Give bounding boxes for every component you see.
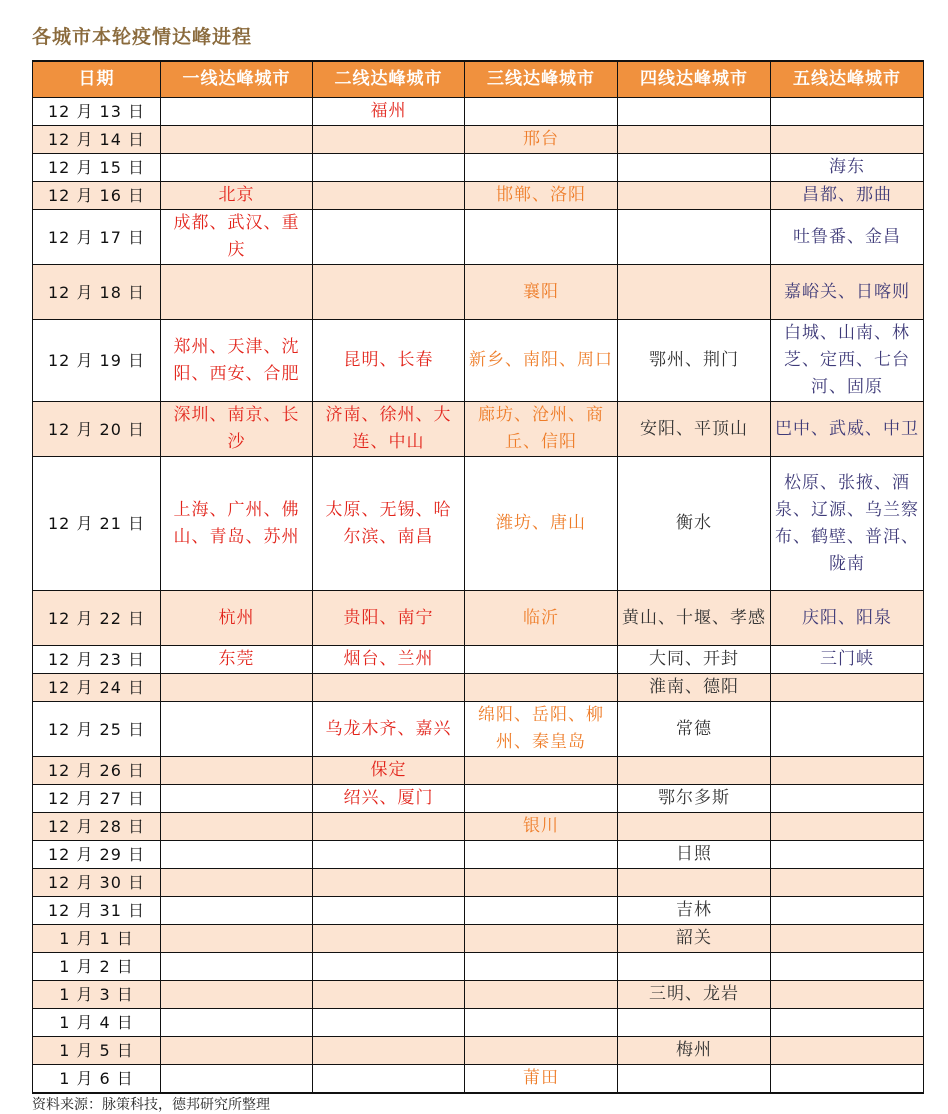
tier3-cell [465,98,618,126]
tier4-cell: 梅州 [618,1037,771,1065]
tier4-cell: 鄂尔多斯 [618,785,771,813]
date-cell: 12 月 20 日 [33,402,161,457]
tier3-cell [465,1037,618,1065]
table-row [33,98,924,126]
date-cell: 12 月 25 日 [33,702,161,757]
tier1-cell: 上海、广州、佛山、青岛、苏州 [161,457,313,591]
tier4-cell: 安阳、平顶山 [618,402,771,457]
tier4-cell [618,98,771,126]
table-row [33,320,924,402]
date-cell: 1 月 4 日 [33,1009,161,1037]
table-row [33,126,924,154]
tier3-cell: 廊坊、沧州、商丘、信阳 [465,402,618,457]
date-cell: 12 月 27 日 [33,785,161,813]
tier4-cell [618,1009,771,1037]
tier2-cell: 保定 [313,757,465,785]
table-row [33,757,924,785]
tier1-cell [161,785,313,813]
tier5-cell [771,869,924,897]
tier4-cell [618,869,771,897]
tier4-cell: 衡水 [618,457,771,591]
tier3-cell [465,925,618,953]
date-cell: 12 月 29 日 [33,841,161,869]
tier3-cell: 新乡、南阳、周口 [465,320,618,402]
date-cell: 12 月 14 日 [33,126,161,154]
date-cell: 12 月 17 日 [33,210,161,265]
date-cell: 12 月 30 日 [33,869,161,897]
tier5-cell [771,674,924,702]
tier2-cell: 贵阳、南宁 [313,591,465,646]
tier4-cell [618,265,771,320]
tier3-cell [465,646,618,674]
header-tier4: 四线达峰城市 [618,61,771,98]
tier4-cell: 常德 [618,702,771,757]
tier3-cell [465,841,618,869]
tier1-cell: 郑州、天津、沈阳、西安、合肥 [161,320,313,402]
tier1-cell [161,98,313,126]
tier3-cell [465,869,618,897]
tier3-cell [465,785,618,813]
tier4-cell: 吉林 [618,897,771,925]
table-row [33,1065,924,1094]
tier5-cell [771,98,924,126]
tier1-cell [161,154,313,182]
tier3-cell: 莆田 [465,1065,618,1094]
tier5-cell: 庆阳、阳泉 [771,591,924,646]
tier2-cell: 济南、徐州、大连、中山 [313,402,465,457]
tier3-cell [465,674,618,702]
tier2-cell [313,925,465,953]
table-row [33,265,924,320]
date-cell: 12 月 13 日 [33,98,161,126]
tier5-cell [771,897,924,925]
tier1-cell [161,897,313,925]
tier4-cell [618,182,771,210]
table-body [33,98,924,1094]
table-title: 各城市本轮疫情达峰进程 [32,26,253,48]
table-row [33,210,924,265]
tier2-cell [313,897,465,925]
tier3-cell: 潍坊、唐山 [465,457,618,591]
date-cell: 12 月 19 日 [33,320,161,402]
tier4-cell: 鄂州、荆门 [618,320,771,402]
tier5-cell [771,1009,924,1037]
tier2-cell [313,1009,465,1037]
tier5-cell: 昌都、那曲 [771,182,924,210]
tier4-cell [618,1065,771,1094]
date-cell: 1 月 1 日 [33,925,161,953]
peak-progress-table [32,60,924,1094]
table-row [33,154,924,182]
tier5-cell: 巴中、武威、中卫 [771,402,924,457]
tier2-cell [313,869,465,897]
tier1-cell [161,265,313,320]
tier5-cell [771,841,924,869]
table-row [33,925,924,953]
tier2-cell [313,981,465,1009]
tier1-cell [161,925,313,953]
tier2-cell [313,265,465,320]
table-row [33,897,924,925]
tier3-cell [465,210,618,265]
table-row [33,402,924,457]
tier4-cell [618,210,771,265]
tier1-cell [161,674,313,702]
tier5-cell: 吐鲁番、金昌 [771,210,924,265]
tier3-cell: 银川 [465,813,618,841]
table-row [33,1037,924,1065]
tier5-cell [771,126,924,154]
tier2-cell [313,210,465,265]
tier5-cell [771,785,924,813]
tier3-cell [465,154,618,182]
table-row [33,841,924,869]
tier5-cell [771,981,924,1009]
tier3-cell [465,953,618,981]
tier4-cell: 三明、龙岩 [618,981,771,1009]
tier2-cell [313,674,465,702]
tier3-cell: 邯郸、洛阳 [465,182,618,210]
date-cell: 12 月 31 日 [33,897,161,925]
date-cell: 12 月 18 日 [33,265,161,320]
tier1-cell [161,702,313,757]
tier4-cell: 淮南、德阳 [618,674,771,702]
tier2-cell [313,953,465,981]
tier3-cell [465,981,618,1009]
table-row [33,457,924,591]
tier2-cell: 烟台、兰州 [313,646,465,674]
header-tier3: 三线达峰城市 [465,61,618,98]
table-row [33,591,924,646]
tier4-cell [618,953,771,981]
tier5-cell: 嘉峪关、日喀则 [771,265,924,320]
header-tier1: 一线达峰城市 [161,61,313,98]
tier1-cell [161,126,313,154]
table-row [33,981,924,1009]
table-row [33,646,924,674]
tier4-cell: 日照 [618,841,771,869]
tier4-cell: 黄山、十堰、孝感 [618,591,771,646]
tier3-cell: 襄阳 [465,265,618,320]
tier1-cell: 东莞 [161,646,313,674]
tier5-cell [771,813,924,841]
tier1-cell [161,1065,313,1094]
tier3-cell [465,897,618,925]
tier5-cell [771,702,924,757]
tier3-cell [465,1009,618,1037]
tier5-cell [771,1065,924,1094]
date-cell: 12 月 15 日 [33,154,161,182]
tier1-cell [161,813,313,841]
tier1-cell: 深圳、南京、长沙 [161,402,313,457]
tier2-cell [313,1065,465,1094]
date-cell: 12 月 21 日 [33,457,161,591]
tier4-cell [618,126,771,154]
tier1-cell: 杭州 [161,591,313,646]
tier1-cell [161,1037,313,1065]
tier3-cell: 临沂 [465,591,618,646]
date-cell: 12 月 16 日 [33,182,161,210]
date-cell: 12 月 22 日 [33,591,161,646]
tier5-cell: 三门峡 [771,646,924,674]
tier5-cell: 海东 [771,154,924,182]
header-tier5: 五线达峰城市 [771,61,924,98]
tier2-cell [313,813,465,841]
tier2-cell: 绍兴、厦门 [313,785,465,813]
tier5-cell [771,1037,924,1065]
tier5-cell [771,757,924,785]
date-cell: 12 月 24 日 [33,674,161,702]
tier2-cell [313,154,465,182]
tier5-cell [771,925,924,953]
tier2-cell [313,182,465,210]
tier1-cell [161,981,313,1009]
tier2-cell: 太原、无锡、哈尔滨、南昌 [313,457,465,591]
peak-progress-table-wrapper [32,60,923,1094]
table-row [33,674,924,702]
date-cell: 1 月 2 日 [33,953,161,981]
tier1-cell [161,953,313,981]
tier4-cell [618,813,771,841]
tier2-cell [313,126,465,154]
date-cell: 1 月 3 日 [33,981,161,1009]
tier5-cell: 白城、山南、林芝、定西、七台河、固原 [771,320,924,402]
date-cell: 12 月 26 日 [33,757,161,785]
table-row [33,1009,924,1037]
tier4-cell: 大同、开封 [618,646,771,674]
table-header-row [33,61,924,98]
header-tier2: 二线达峰城市 [313,61,465,98]
tier4-cell [618,154,771,182]
tier2-cell [313,841,465,869]
tier4-cell [618,757,771,785]
tier1-cell: 成都、武汉、重庆 [161,210,313,265]
date-cell: 12 月 23 日 [33,646,161,674]
table-row [33,869,924,897]
date-cell: 1 月 5 日 [33,1037,161,1065]
tier1-cell [161,757,313,785]
tier3-cell [465,757,618,785]
tier1-cell [161,1009,313,1037]
tier4-cell: 韶关 [618,925,771,953]
table-row [33,813,924,841]
tier1-cell [161,869,313,897]
table-row [33,182,924,210]
tier2-cell: 乌龙木齐、嘉兴 [313,702,465,757]
tier3-cell: 绵阳、岳阳、柳州、秦皇岛 [465,702,618,757]
table-row [33,702,924,757]
header-date: 日期 [33,61,161,98]
tier2-cell: 福州 [313,98,465,126]
tier5-cell: 松原、张掖、酒泉、辽源、乌兰察布、鹤壁、普洱、陇南 [771,457,924,591]
tier5-cell [771,953,924,981]
tier2-cell: 昆明、长春 [313,320,465,402]
source-note: 资料来源：脉策科技，德邦研究所整理 [32,1097,270,1113]
date-cell: 1 月 6 日 [33,1065,161,1094]
date-cell: 12 月 28 日 [33,813,161,841]
table-row [33,785,924,813]
table-row [33,953,924,981]
tier1-cell [161,841,313,869]
tier2-cell [313,1037,465,1065]
tier3-cell: 邢台 [465,126,618,154]
tier1-cell: 北京 [161,182,313,210]
